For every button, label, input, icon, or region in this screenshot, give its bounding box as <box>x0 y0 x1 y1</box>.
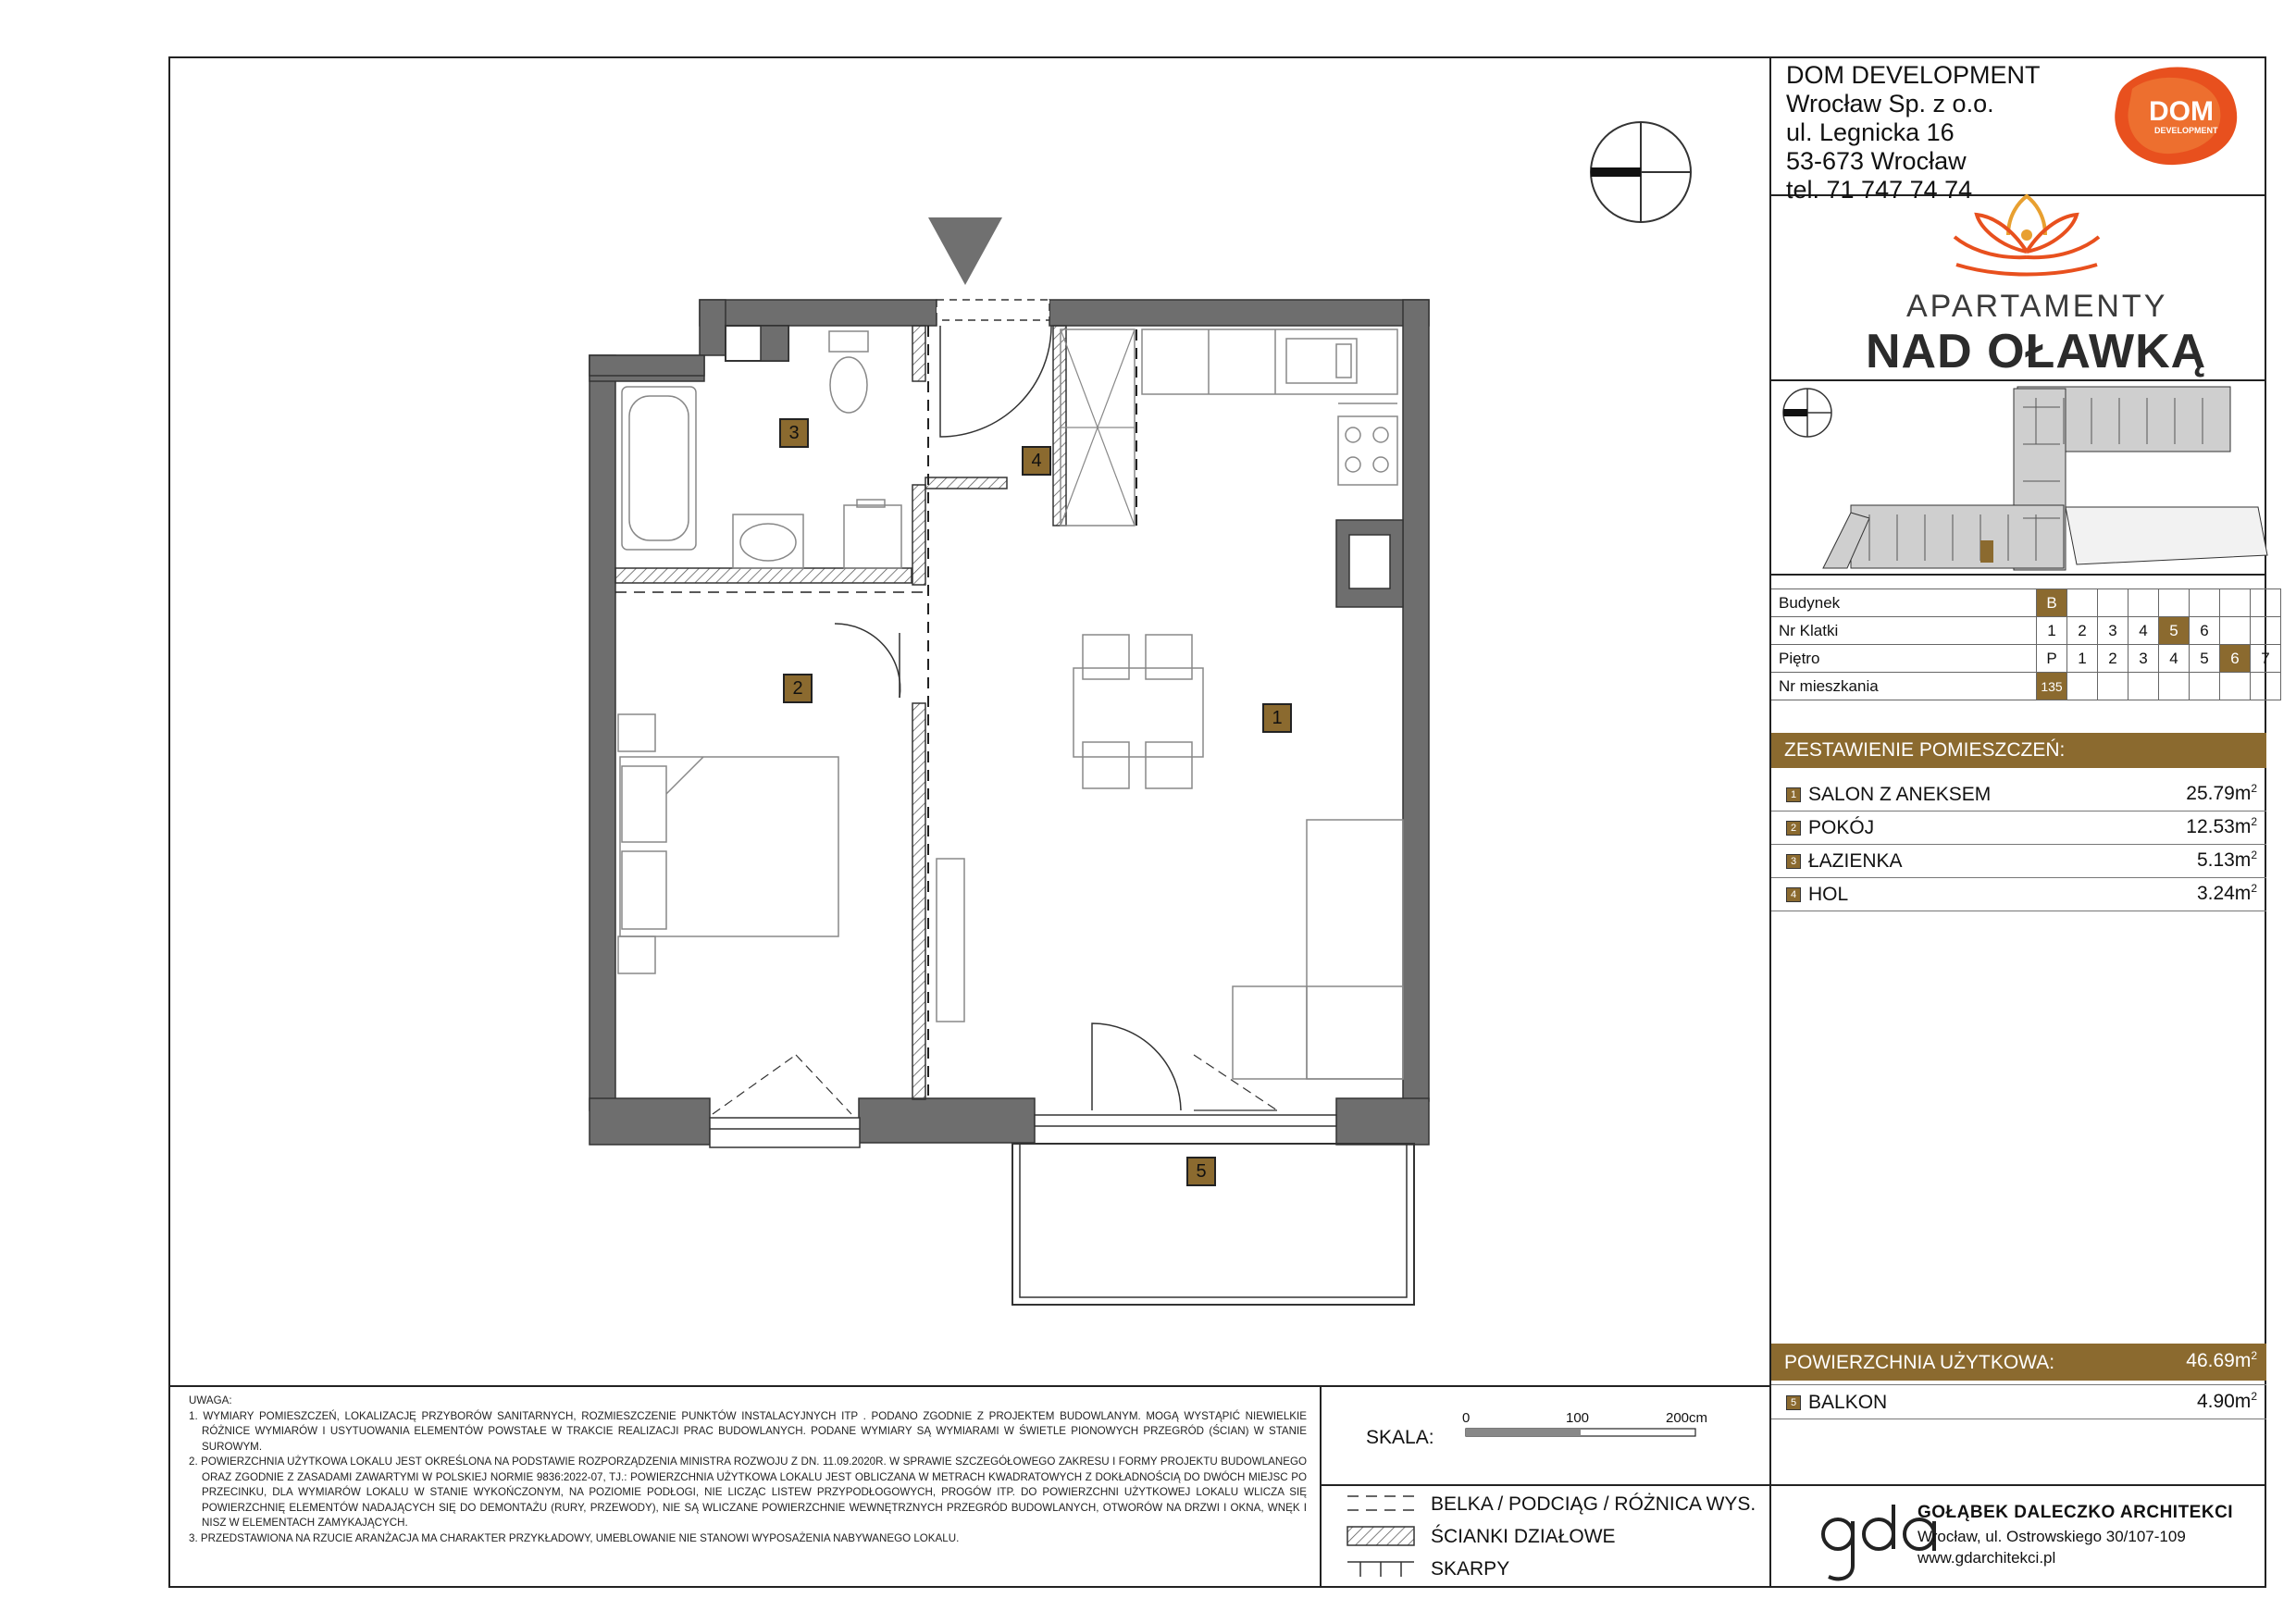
floor-2: 2 <box>2098 645 2128 673</box>
balcony-row <box>1771 1384 2266 1419</box>
project-title-big: NAD OŁAWKĄ <box>1866 325 2207 378</box>
partition-hall-vert-2 <box>912 485 925 585</box>
note-1: 1. WYMIARY POMIESZCZEŃ, LOKALIZACJĘ PRZYBORÓW SANITARNYCH, ROZMIESZCZENIE PUNKTÓW INSTALACYJNYCH ITP . PODANO ZGODNIE Z PROJEKTEM BUDOWLANYM. MOGĄ WYSTĄPIĆ NIEWIELKIE RÓŻNICE WYMIARÓW I USYTUOWANIA ELEMENTÓW POWSTAŁE W TRAKCIE REALIZACJI PRAC BUDOWLANYCH. PODANE WYMIARY SĄ WYMIARAMI W ŚWIETLE PIONOWYCH PRZEGRÓD (ŚCIAN) W STANIE SUROWYM. <box>189 1409 1307 1453</box>
plan-label-2: 2 <box>783 674 813 703</box>
wall-bathroom-left <box>590 355 704 376</box>
floor-7: 7 <box>2251 645 2281 673</box>
total-area-row <box>1771 1344 2266 1381</box>
unit-info-table <box>1771 588 2281 700</box>
project-title-small: APARTAMENTY <box>1906 289 2168 324</box>
notes-title: UWAGA: <box>189 1394 232 1406</box>
floor-5: 5 <box>2190 645 2220 673</box>
room-area: $25.79m^2$ <box>2186 782 2257 804</box>
room-row <box>1771 877 2266 911</box>
wall-top-right <box>1049 300 1429 326</box>
rooms-header: ZESTAWIENIE POMIESZCZEŃ: <box>1771 733 2266 768</box>
washing-machine <box>844 505 901 568</box>
wall-bottom-right <box>1336 1098 1429 1145</box>
wall-bottom-left <box>590 1098 710 1145</box>
kitchen-column <box>1053 326 1066 526</box>
company-city: 53-673 Wrocław <box>1786 147 1967 175</box>
floor-1: 1 <box>2067 645 2098 673</box>
balcony-number: 5 <box>1786 1395 1801 1410</box>
room-area: $3.24m^2$ <box>2196 882 2257 904</box>
architect-address: Wrocław, ul. Ostrowskiego 30/107-109 <box>1917 1528 2186 1545</box>
notes-block <box>189 1394 1307 1546</box>
cooktop <box>1338 416 1397 485</box>
room-name: POKÓJ <box>1808 817 1875 838</box>
balcony-name: BALKON <box>1808 1392 1888 1413</box>
wall-right <box>1403 300 1429 1101</box>
room-number: 3 <box>1786 854 1801 869</box>
room-row <box>1771 844 2266 878</box>
architect-web: www.gdarchitekci.pl <box>1917 1549 2056 1567</box>
scale-tick-100: 100 <box>1566 1410 1590 1426</box>
flat-value: 135 <box>2037 673 2067 700</box>
partition-bed-living <box>912 703 925 1099</box>
window-bedroom <box>710 1118 860 1147</box>
building-value: B <box>2037 589 2067 617</box>
row-flat <box>1771 673 2281 700</box>
room-name: SALON Z ANEKSEM <box>1808 784 1992 805</box>
row-floor <box>1771 645 2281 673</box>
staircase-3: 3 <box>2098 617 2128 645</box>
staircase-label: Nr Klatki <box>1771 617 2037 645</box>
sofa <box>1307 820 1403 1079</box>
plan-label-4: 4 <box>1022 446 1051 476</box>
logo-text-dom: DOM <box>2149 96 2214 127</box>
plan-label-1: 1 <box>1262 703 1292 733</box>
flat-label: Nr mieszkania <box>1771 673 2037 700</box>
partition-hall-vert <box>912 326 925 381</box>
entrance-arrow-icon <box>928 217 1002 285</box>
room-row <box>1771 777 2266 812</box>
wall-step-top <box>700 300 726 355</box>
company-street: ul. Legnicka 16 <box>1786 118 1955 146</box>
partition-bath-bed <box>615 568 912 583</box>
sink <box>1286 339 1357 383</box>
compass-icon <box>1591 122 1691 222</box>
room-name: HOL <box>1808 884 1849 905</box>
staircase-1: 1 <box>2037 617 2067 645</box>
room-number: 2 <box>1786 821 1801 836</box>
row-staircase <box>1771 617 2281 645</box>
floor-label: Piętro <box>1771 645 2037 673</box>
window-living <box>1035 1115 1336 1126</box>
legend-beam: BELKA / PODCIĄG / RÓŻNICA WYS. <box>1431 1493 1756 1515</box>
room-row <box>1771 811 2266 845</box>
legend-partition: ŚCIANKI DZIAŁOWE <box>1431 1526 1616 1547</box>
company-name: DOM DEVELOPMENT <box>1786 61 2041 89</box>
floor-3: 3 <box>2128 645 2159 673</box>
floor-4: 4 <box>2159 645 2190 673</box>
site-plan <box>1783 387 2267 570</box>
scale-tick-0: 0 <box>1462 1410 1471 1426</box>
note-2: 2. POWIERZCHNIA UŻYTKOWA LOKALU JEST OKREŚLONA NA PODSTAWIE ROZPORZĄDZENIA MINISTRA ROZWOJU Z DN. 11.09.2020R. W SPRAWIE SZCZEGÓŁOWEGO ZAKRESU I FORMY PROJEKTU BUDOWLANEGO ORAZ ZGODNIE Z ZASADAMI ZAWARTYMI W POLSKIEJ NORMIE 9836:2022-07, TJ.: POWIERZCHNIA UŻYTKOWA LOKALU JEST OBLICZANA W METRACH KWADRATOWYCH Z DOKŁADNOŚCIĄ DO DWÓCH MIEJSC PO PRZECINKU, DLA WYMIARÓW LOKALU W STANIE WYKOŃCZONYM, NA POZIOMIE PODŁOGI, NIE LICZĄC LISTEW PRZYPODŁOGOWYCH, PROGÓW ITP. DO POWIERZCHNI UŻYTKOWEJ LOKALU WLICZA SIĘ POWIERZCHNIĘ ELEMENTÓW NADAJĄCYCH SIĘ DO DEMONTAŻU (RURY, PRZEWODY), NIE SĄ WLICZANE POWIERZCHNIE WEWNĘTRZNYCH PRZEGRÓD BUDOWLANYCH, OTWORÓW NA DRZWI I OKNA, WNĘK I NISZ W ELEMENTACH ZAMYKAJĄCYCH. <box>189 1456 1307 1529</box>
scale-tick-200: 200cm <box>1666 1410 1708 1426</box>
room-area: $5.13m^2$ <box>2196 849 2257 871</box>
note-3: 3. PRZEDSTAWIONA NA RZUCIE ARANŻACJA MA CHARAKTER PRZYKŁADOWY, UMEBLOWANIE NIE STANOWI WYPOSAŻENIA NABYWANEGO LOKALU. <box>189 1531 960 1544</box>
company-phone: tel. 71 747 74 74 <box>1786 176 1973 204</box>
plan-label-5: 5 <box>1186 1157 1216 1186</box>
room-area: $12.53m^2$ <box>2186 815 2257 837</box>
staircase-5: 5 <box>2159 617 2190 645</box>
room-number: 1 <box>1786 787 1801 802</box>
room-number: 4 <box>1786 887 1801 902</box>
kitchen-counter <box>1142 329 1397 394</box>
company-line2: Wrocław Sp. z o.o. <box>1786 90 1994 118</box>
legend-reveal: SKARPY <box>1431 1558 1510 1580</box>
floor-p: P <box>2037 645 2067 673</box>
scale-bar <box>1466 1429 1695 1436</box>
lotus-logo <box>1955 196 2099 275</box>
floor-6: 6 <box>2220 645 2251 673</box>
wall-top-left <box>700 300 937 326</box>
staircase-2: 2 <box>2067 617 2098 645</box>
room-name: ŁAZIENKA <box>1808 850 1903 872</box>
staircase-6: 6 <box>2190 617 2220 645</box>
wall-bottom-mid <box>859 1098 1035 1143</box>
balcony-area: $4.90m^2$ <box>2196 1390 2257 1412</box>
wall-left-upper <box>590 355 615 1110</box>
scale-label: SKALA: <box>1366 1427 1434 1448</box>
total-area-value: $46.69m^2$ <box>2186 1349 2257 1371</box>
row-building <box>1771 589 2281 617</box>
dining-table <box>1074 668 1203 757</box>
bathtub <box>622 387 696 550</box>
building-label: Budynek <box>1771 589 2037 617</box>
toilet <box>829 331 868 352</box>
total-area-label: POWIERZCHNIA UŻYTKOWA: <box>1784 1352 2055 1373</box>
plan-label-3: 3 <box>779 418 809 448</box>
partition-hall-living <box>925 477 1007 489</box>
logo-text-development: DEVELOPMENT <box>2154 126 2218 135</box>
architect-name: GOŁĄBEK DALECZKO ARCHITEKCI <box>1917 1503 2234 1522</box>
bed <box>620 757 838 936</box>
staircase-4: 4 <box>2128 617 2159 645</box>
company-address <box>1786 61 2041 204</box>
legend-icons <box>1347 1496 1414 1577</box>
